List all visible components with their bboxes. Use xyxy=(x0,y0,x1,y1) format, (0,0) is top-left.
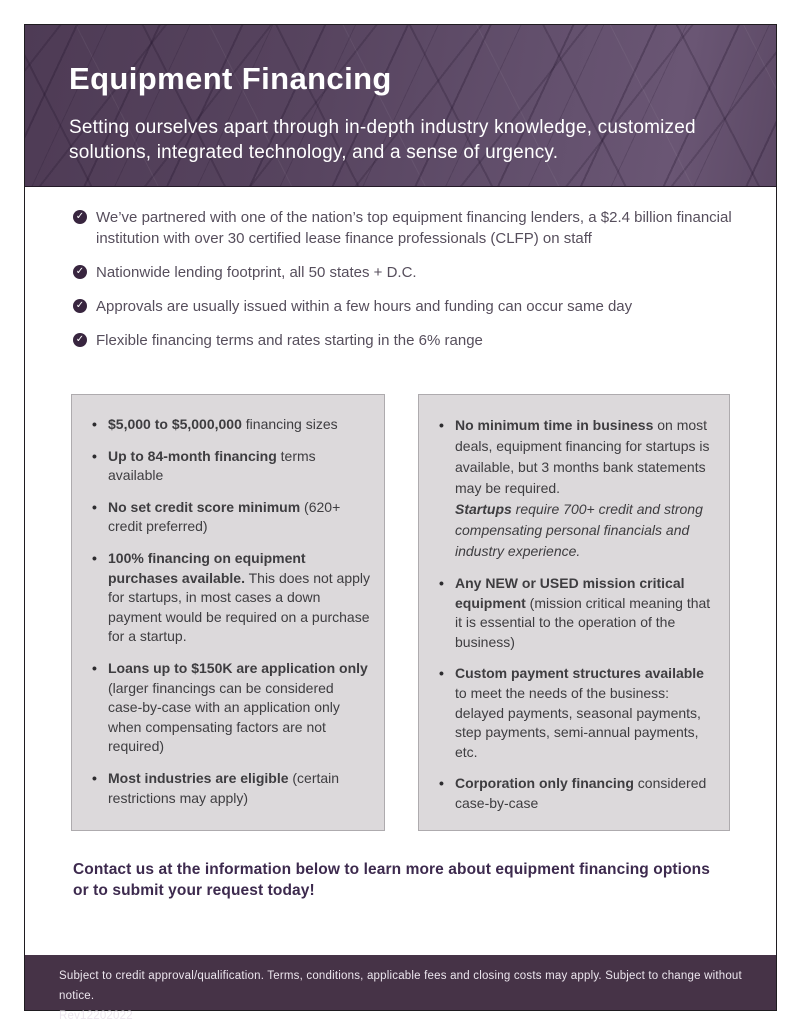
highlight-text: We’ve partnered with one of the nation’s top equipment financing lenders, a $2.4 billion financial institution with over 30 certified lease finance professionals (CLFP) on staff xyxy=(96,209,732,247)
highlight-text: Flexible financing terms and rates starting in the 6% range xyxy=(96,332,483,349)
item-bold-italic-text: Startups xyxy=(455,501,512,517)
eligibility-box xyxy=(418,394,730,831)
item-bold-text: Most industries are eligible xyxy=(108,769,289,786)
item-bold-text: Any NEW or USED mission critical equipment xyxy=(455,575,685,611)
item-italic-text: require 700+ credit and strong compensating personal financials and industry experience. xyxy=(455,501,703,559)
item-text: on most deals, equipment financing for startups is available, but 3 months bank statements may be required. xyxy=(455,417,710,496)
check-circle-icon: ✓ xyxy=(73,333,87,347)
item-text: (larger financings can be considered case-by-case with an application only when compensating factors are not required) xyxy=(108,679,340,755)
list-item xyxy=(82,769,370,808)
item-text: financing sizes xyxy=(241,416,338,432)
footer-disclaimer: Subject to credit approval/qualification. Terms, conditions, applicable fees and closing costs may apply. Subject to change without notice. xyxy=(59,970,742,1003)
list-item xyxy=(429,415,715,562)
item-text: considered case-by-case xyxy=(455,775,707,811)
item-bold-text: Loans up to $150K are application only xyxy=(108,659,368,676)
page-subtitle: Setting ourselves apart through in-depth industry knowledge, customized solutions, integrated technology, and a sense of urgency. xyxy=(69,117,696,164)
highlight-text: Approvals are usually issued within a few hours and funding can occur same day xyxy=(96,298,633,315)
detail-boxes xyxy=(71,394,730,831)
item-text: (620+ credit preferred) xyxy=(108,498,341,535)
page-title: Equipment Financing xyxy=(69,61,392,96)
financing-terms-list xyxy=(82,415,370,808)
highlight-item xyxy=(73,330,736,351)
item-text: (mission critical meaning that it is essential to the operation of the business) xyxy=(455,594,711,650)
list-item xyxy=(82,415,370,435)
list-item xyxy=(82,498,370,537)
item-text: This does not apply for startups, in most cases a down payment would be required on a purchase for a startup. xyxy=(108,569,371,645)
item-bold-text: Corporation only financing xyxy=(455,775,634,792)
header-banner xyxy=(25,25,776,187)
list-item xyxy=(82,659,370,757)
item-bold-text: No minimum time in business xyxy=(455,417,654,433)
highlight-item xyxy=(73,207,736,249)
item-text: to meet the needs of the business: delayed payments, seasonal payments, step payments, semi-annual payments, etc. xyxy=(455,684,701,760)
footer-bar xyxy=(25,955,776,1023)
item-bold-text: No set credit score minimum xyxy=(108,498,301,515)
check-circle-icon: ✓ xyxy=(73,265,87,279)
check-circle-icon: ✓ xyxy=(73,210,87,224)
list-item xyxy=(429,574,715,652)
flyer-page xyxy=(24,24,777,1023)
highlight-text: Nationwide lending footprint, all 50 states + D.C. xyxy=(96,264,417,281)
highlight-item xyxy=(73,262,736,283)
item-bold-text: $5,000 to $5,000,000 xyxy=(108,416,242,432)
highlight-item xyxy=(73,296,736,317)
item-italic-note xyxy=(455,499,715,562)
list-item xyxy=(82,549,370,647)
item-bold-text: Up to 84-month financing xyxy=(108,447,277,464)
list-item xyxy=(429,664,715,762)
item-bold-text: 100% financing on equipment purchases available. xyxy=(108,549,306,586)
contact-cta-text: Contact us at the information below to learn more about equipment financing options or to submit your request today! xyxy=(73,860,710,900)
item-text: (certain restrictions may apply) xyxy=(108,769,340,806)
item-bold-text: Custom payment structures available xyxy=(455,665,704,682)
financing-terms-box xyxy=(71,394,385,831)
footer-revision: Rev12202022 xyxy=(59,1010,133,1023)
eligibility-list xyxy=(429,415,715,814)
list-item xyxy=(429,774,715,813)
item-text: terms available xyxy=(108,447,316,484)
highlights-list xyxy=(73,207,736,364)
list-item xyxy=(82,447,370,486)
check-circle-icon: ✓ xyxy=(73,299,87,313)
